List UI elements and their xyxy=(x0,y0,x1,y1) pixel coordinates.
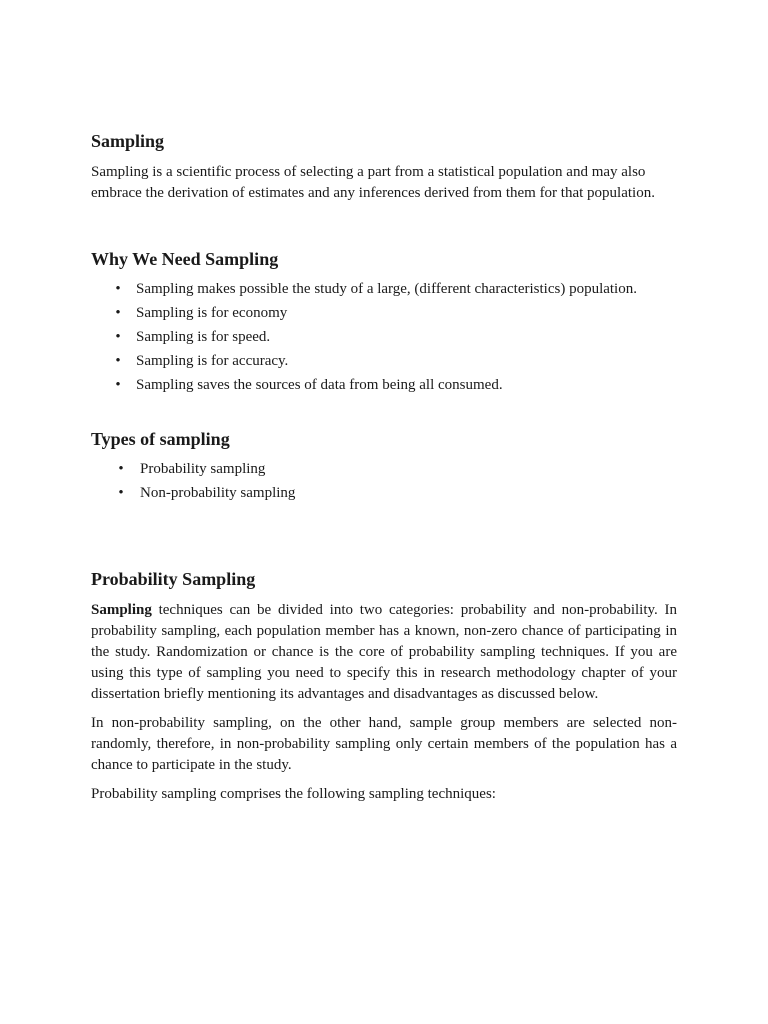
bullet-icon: • xyxy=(118,461,124,477)
sampling-definition-paragraph: Sampling is a scientific process of selecting a part from a statistical population and may also embrace the derivation of estimates and any inferences derived from them for that population. xyxy=(91,164,655,201)
bullet-icon: • xyxy=(115,281,121,297)
section-heading-why-we-need-sampling: Why We Need Sampling xyxy=(91,249,279,269)
list-item-text: Sampling makes possible the study of a large, (different characteristics) population. xyxy=(136,281,637,297)
list-item-text: Sampling is for economy xyxy=(136,305,288,321)
section-heading-sampling: Sampling xyxy=(91,131,165,151)
probability-paragraph-3: Probability sampling comprises the following sampling techniques: xyxy=(91,786,496,802)
list-item xyxy=(91,327,677,348)
bullet-icon: • xyxy=(115,377,121,393)
section-heading-probability-sampling: Probability Sampling xyxy=(91,569,256,589)
probability-paragraph-1 xyxy=(91,600,677,705)
list-item-text: Sampling saves the sources of data from being all consumed. xyxy=(136,377,503,393)
bold-lead-word: Sampling xyxy=(91,602,152,618)
probability-paragraph-2: In non-probability sampling, on the other hand, sample group members are selected non-randomly, therefore, in non-probability sampling only certain members of the population has a chance to participate in the study. xyxy=(91,715,677,773)
types-of-sampling-list xyxy=(91,459,677,504)
list-item xyxy=(91,483,677,504)
bullet-icon: • xyxy=(115,353,121,369)
why-sampling-list xyxy=(91,279,677,396)
list-item-text: Non-probability sampling xyxy=(140,485,296,501)
list-item-text: Probability sampling xyxy=(140,461,266,477)
list-item-text: Sampling is for accuracy. xyxy=(136,353,289,369)
list-item xyxy=(91,459,677,480)
list-item-text: Sampling is for speed. xyxy=(136,329,271,345)
paragraph-text: techniques can be divided into two categories: probability and non-probability. In probability sampling, each population member has a known, non-zero chance of participating in the study. Randomization or chance is the core of probability sampling techniques. If you are using this type of sampling you need to specify this in research methodology chapter of your dissertation briefly mentioning its advantages and disadvantages as discussed below. xyxy=(91,602,677,702)
list-item xyxy=(91,303,677,324)
section-heading-types-of-sampling: Types of sampling xyxy=(91,429,230,449)
list-item xyxy=(91,375,677,396)
bullet-icon: • xyxy=(115,305,121,321)
bullet-icon: • xyxy=(118,485,124,501)
bullet-icon: • xyxy=(115,329,121,345)
list-item xyxy=(91,351,677,372)
document-page xyxy=(91,128,677,805)
list-item xyxy=(91,279,677,300)
